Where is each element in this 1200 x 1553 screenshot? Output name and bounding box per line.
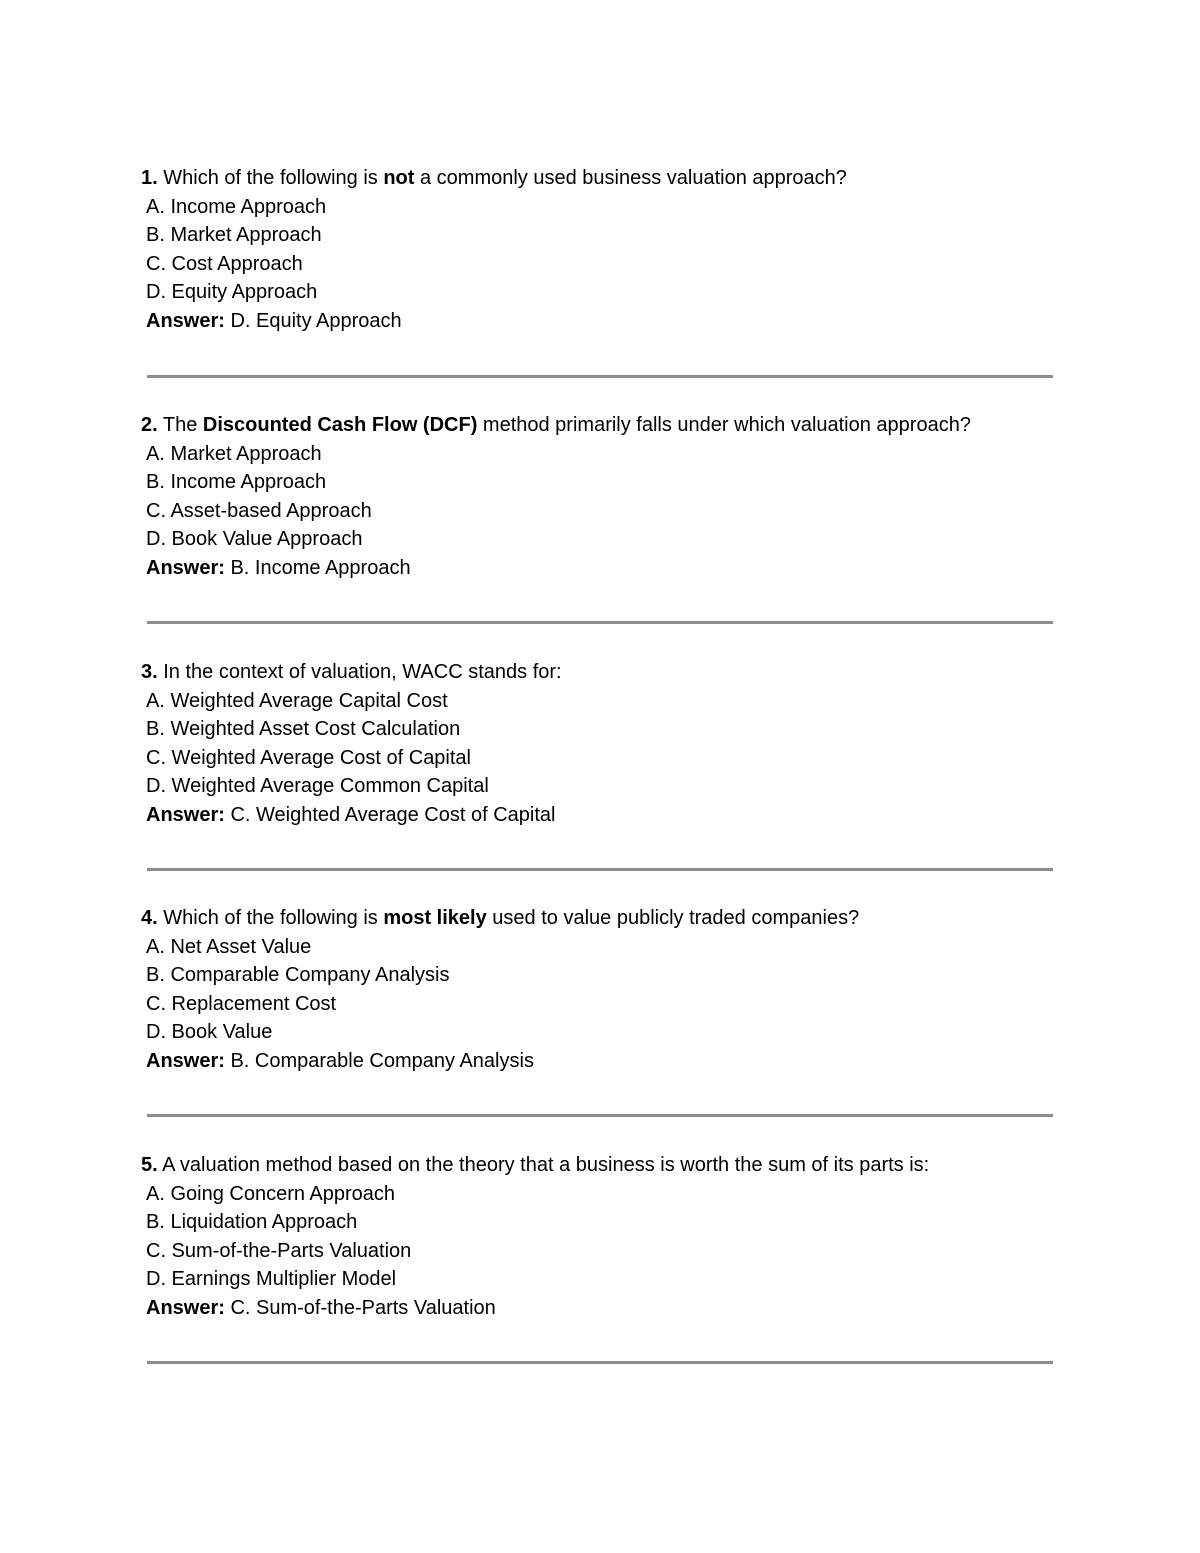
answer-label: Answer: [146, 1296, 225, 1319]
emphasis: most likely [383, 907, 487, 929]
option-d: D. Weighted Average Common Capital [146, 775, 489, 797]
option-b: B. Comparable Company Analysis [146, 964, 450, 986]
option-c: C. Sum-of-the-Parts Valuation [146, 1239, 412, 1262]
question-number: 4. [141, 907, 158, 929]
option-d: D. Earnings Multiplier Model [146, 1268, 397, 1290]
option-a: A. Income Approach [146, 195, 327, 218]
divider [147, 1361, 1053, 1364]
answer-label: Answer: [146, 803, 225, 826]
option-d: D. Book Value [146, 1021, 273, 1043]
question-text: 2. The Discounted Cash Flow (DCF) method primarily falls under which valuation approach? [141, 414, 971, 436]
option-a: A. Weighted Average Capital Cost [146, 689, 448, 712]
option-c: C. Asset-based Approach [146, 499, 372, 522]
option-a: A. Going Concern Approach [146, 1182, 396, 1205]
answer-value: C. Sum-of-the-Parts Valuation [224, 1296, 496, 1319]
question-1 [141, 164, 1061, 335]
option-a: A. Net Asset Value [146, 935, 312, 958]
question-5 [141, 1151, 1061, 1322]
divider [147, 868, 1053, 871]
question-number: 3. [141, 661, 158, 683]
answer [141, 1047, 1061, 1076]
answer-value: C. Weighted Average Cost of Capital [224, 803, 556, 826]
answer-label: Answer: [146, 309, 225, 332]
option-a: A. Market Approach [146, 442, 322, 465]
answer-value: B. Comparable Company Analysis [224, 1049, 534, 1072]
question-number: 1. [141, 167, 158, 189]
answer [141, 1294, 1061, 1323]
option-b: B. Weighted Asset Cost Calculation [146, 718, 461, 740]
question-2 [141, 411, 1061, 582]
question-4 [141, 904, 1061, 1075]
divider [147, 621, 1053, 624]
answer-value: B. Income Approach [224, 556, 411, 579]
emphasis: not [383, 167, 415, 189]
answer [141, 554, 1061, 583]
option-c: C. Replacement Cost [146, 992, 337, 1015]
answer-label: Answer: [146, 1049, 225, 1072]
option-d: D. Book Value Approach [146, 528, 363, 550]
question-number: 5. [141, 1154, 158, 1176]
option-c: C. Cost Approach [146, 252, 303, 275]
option-b: B. Liquidation Approach [146, 1211, 358, 1233]
question-text: 4. Which of the following is most likely used to value publicly traded companies? [141, 907, 860, 929]
question-text: 1. Which of the following is not a commonly used business valuation approach? [141, 167, 847, 189]
answer [141, 801, 1061, 830]
option-b: B. Market Approach [146, 224, 322, 246]
answer-value: D. Equity Approach [224, 309, 402, 332]
option-d: D. Equity Approach [146, 281, 318, 303]
question-number: 2. [141, 414, 158, 436]
option-c: C. Weighted Average Cost of Capital [146, 746, 471, 769]
answer [141, 307, 1061, 336]
answer-label: Answer: [146, 556, 225, 579]
emphasis: Discounted Cash Flow (DCF) [202, 414, 478, 436]
question-text: 5. A valuation method based on the theory that a business is worth the sum of its parts is: [141, 1154, 930, 1176]
question-3 [141, 658, 1061, 829]
divider [147, 375, 1053, 378]
question-text: 3. In the context of valuation, WACC stands for: [141, 661, 562, 683]
option-b: B. Income Approach [146, 471, 327, 493]
divider [147, 1114, 1053, 1117]
